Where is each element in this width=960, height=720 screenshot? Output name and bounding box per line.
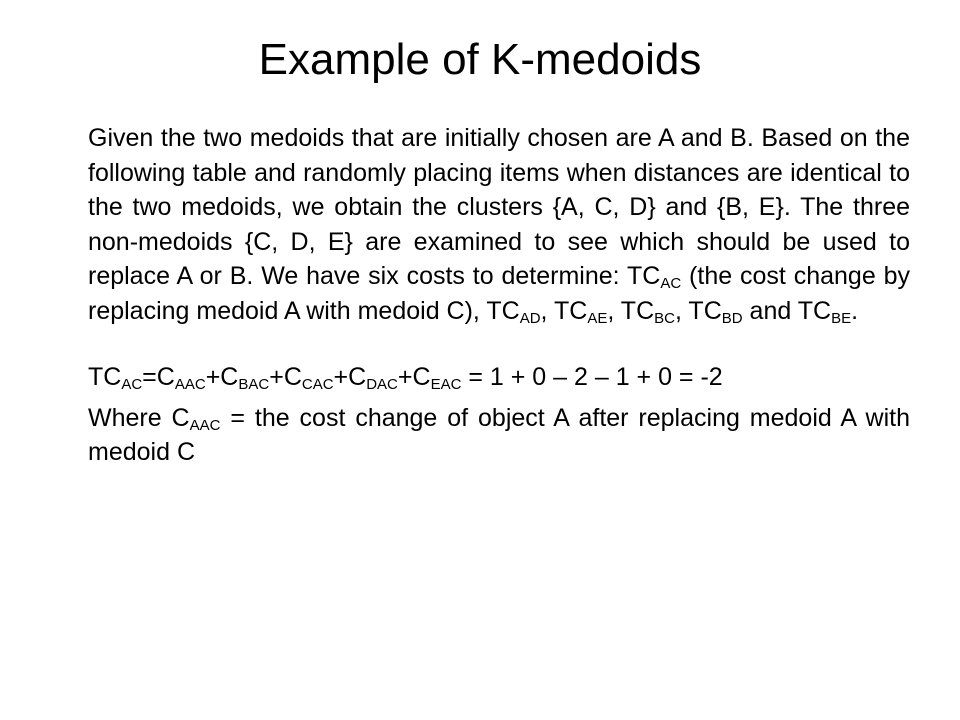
and-text: and	[742, 296, 798, 325]
formula-sub-bac: BAC	[238, 376, 270, 393]
formula-sub-eac: EAC	[430, 376, 462, 393]
sub-ad: AD	[519, 309, 541, 327]
formula-rhs: = 1 + 0 – 2 – 1 + 0 = -2	[461, 363, 723, 391]
separator: ,	[540, 296, 554, 325]
formula-equals: =	[142, 363, 157, 391]
sub-bc: BC	[654, 309, 675, 327]
formula-sub-dac: DAC	[366, 376, 398, 393]
formula-line	[88, 360, 910, 395]
formula-lhs-sub: AC	[121, 376, 143, 393]
sub-bd: BD	[721, 309, 743, 327]
separator: ,	[674, 296, 689, 325]
formula-plus: +	[397, 363, 413, 391]
tc-label: TC	[486, 296, 520, 325]
formula-c: C	[220, 363, 239, 391]
slide-body	[88, 121, 910, 470]
sub-ae: AE	[587, 309, 608, 327]
tc-label: TC	[554, 296, 588, 325]
formula-sub-cac: CAC	[301, 376, 334, 393]
slide-title: Example of K-medoids	[258, 35, 702, 84]
sub-ac: AC	[660, 275, 682, 292]
tc-label: TC	[620, 296, 655, 325]
where-rest: = the cost change of object A after replacing medoid A with medoid C	[88, 403, 910, 466]
where-prefix: Where C	[88, 403, 190, 432]
formula-sub-aac: AAC	[174, 376, 206, 393]
where-sub: AAC	[189, 416, 221, 434]
tc-label: TC	[627, 262, 661, 290]
tc-label: TC	[688, 296, 722, 325]
sub-be: BE	[831, 309, 852, 327]
period: .	[851, 296, 859, 325]
formula-plus: +	[333, 363, 349, 391]
formula-c: C	[283, 363, 302, 391]
formula-c: C	[156, 363, 175, 391]
formula-lhs: TC	[88, 363, 122, 391]
separator: ,	[607, 296, 621, 325]
formula-plus: +	[205, 363, 221, 391]
formula-c: C	[412, 363, 431, 391]
description-paragraph	[88, 121, 910, 328]
intro-text: Given the two medoids that are initially chosen are A and B. Based on the following table and randomly placing items when distances are identical to the two medoids, we obtain the clusters {A, C, D} and {B, E}. The three non-medoids {C, D, E} are examined to see which should be used to replace A or B. We have six costs to determine:	[88, 124, 910, 290]
where-paragraph	[88, 401, 910, 470]
formula-c: C	[348, 363, 367, 391]
after-ac-text: (the cost change by replacing medoid A with medoid C),	[88, 262, 910, 325]
tc-label: TC	[797, 296, 832, 325]
formula-plus: +	[269, 363, 284, 391]
